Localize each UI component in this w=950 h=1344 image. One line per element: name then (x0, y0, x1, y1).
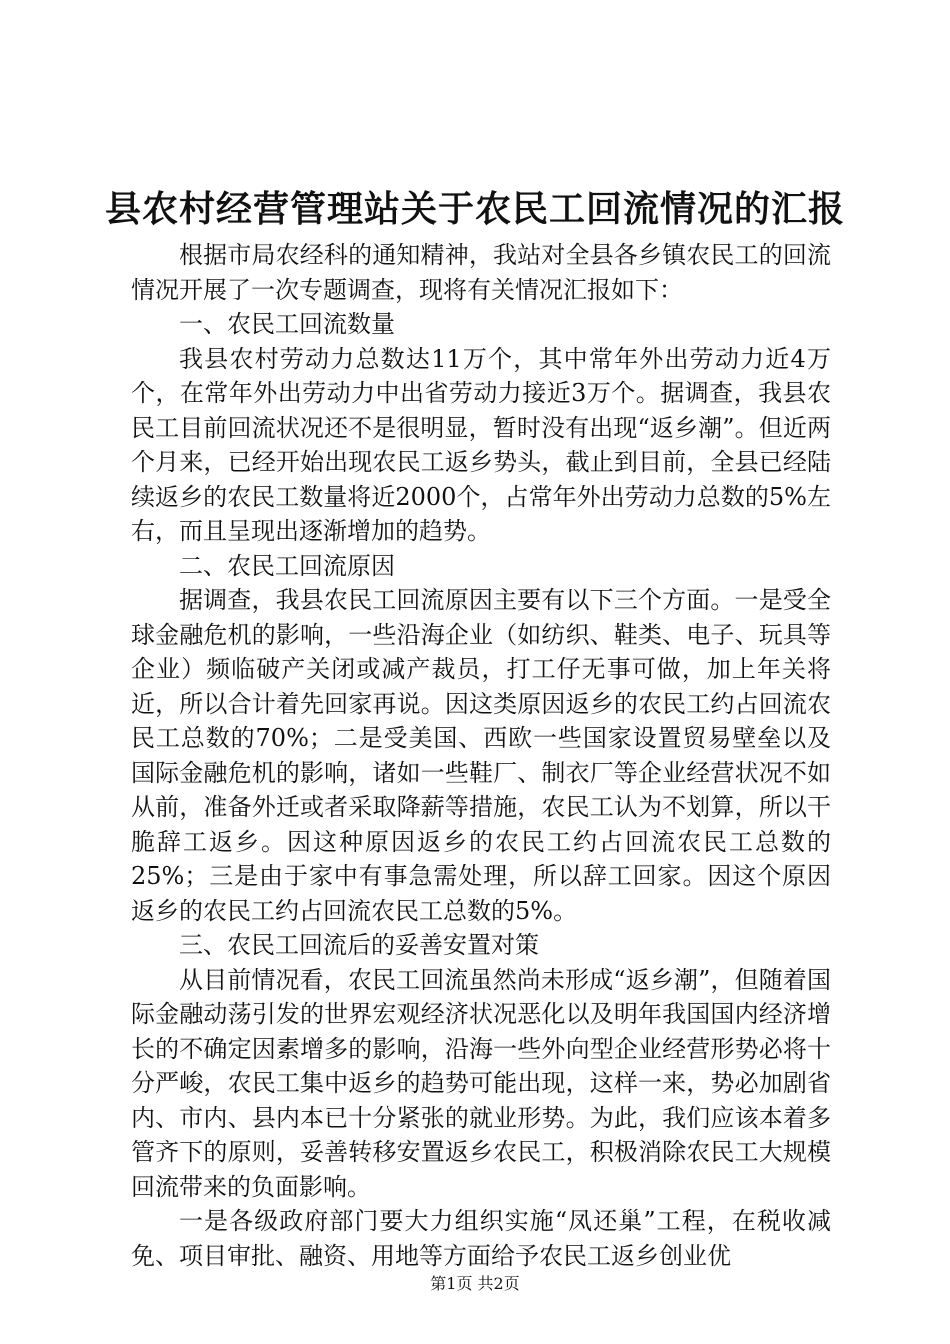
paragraph-return-count: 我县农村劳动力总数达11万个，其中常年外出劳动力近4万个，在常年外出劳动力中出省劳动力接近3万个。据调查，我县农民工目前回流状况还不是很明显，暂时没有出现“返乡潮”。但近两个月来，已经开始出现农民工返乡势头，截止到目前，全县已经陆续返乡的农民工数量将近2000个，占常年外出劳动力总数的5%左右，而且呈现出逐渐增加的趋势。 (131, 344, 831, 545)
paragraph-intro: 根据市局农经科的通知精神，我站对全县各乡镇农民工的回流情况开展了一次专题调查，现将有关情况汇报如下： (131, 241, 831, 304)
section-heading-1: 一、农民工回流数量 (179, 310, 395, 338)
document-title: 县农村经营管理站关于农民工回流情况的汇报 (104, 188, 845, 230)
paragraph-return-reasons: 据调查，我县农民工回流原因主要有以下三个方面。一是受全球金融危机的影响，一些沿海企业（如纺织、鞋类、电子、玩具等企业）频临破产关闭或减产裁员，打工仔无事可做，加上年关将近，所以合计着先回家再说。因这类原因返乡的农民工约占回流农民工总数的70%；二是受美国、西欧一些国家设置贸易壁垒以及国际金融危机的影响，诸如一些鞋厂、制衣厂等企业经营状况不如从前，准备外迁或者采取降薪等措施，农民工认为不划算，所以干脆辞工返乡。因这种原因返乡的农民工约占回流农民工总数的25%；三是由于家中有事急需处理，所以辞工回家。因这个原因返乡的农民工约占回流农民工总数的5%。 (131, 586, 831, 925)
section-heading-2: 二、农民工回流原因 (179, 551, 395, 580)
page-number: 第1页 共2页 (430, 1274, 520, 1293)
paragraph-measure-one: 一是各级政府部门要大力组织实施“凤还巢”工程，在税收减免、项目审批、融资、用地等方面给予农民工返乡创业优 (131, 1207, 831, 1270)
section-heading-3: 三、农民工回流后的妥善安置对策 (179, 931, 539, 959)
paragraph-countermeasures: 从目前情况看，农民工回流虽然尚未形成“返乡潮”，但随着国际金融动荡引发的世界宏观经济状况恶化以及明年我国国内经济增长的不确定因素增多的影响，沿海一些外向型企业经营形势必将十分严峻，农民工集中返乡的趋势可能出现，这样一来，势必加剧省内、市内、县内本已十分紧张的就业形势。为此，我们应该本着多管齐下的原则，妥善转移安置返乡农民工，积极消除农民工大规模回流带来的负面影响。 (131, 965, 831, 1201)
document-body (131, 238, 831, 1273)
